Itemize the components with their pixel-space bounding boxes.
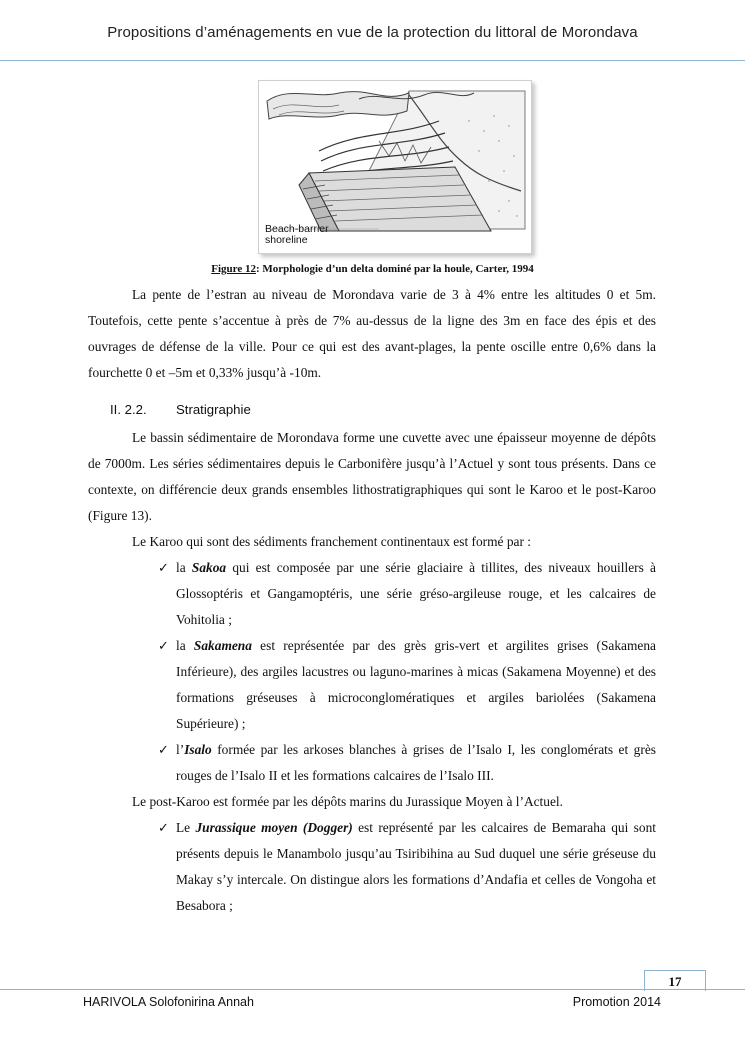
footer-divider [0, 989, 745, 990]
section-number: II. 2.2. [110, 402, 147, 417]
section-heading [110, 402, 251, 417]
paragraph-slope: La pente de l’estran au niveau de Morondava varie de 3 à 4% entre les altitudes 0 et 5m. Toutefois, cette pente s’accentue à près de 7% au-dessus de la ligne des 3m en face des épis et des ouvrages de défense de la ville. Pour ce qui est des avant-plages, la pente oscille entre 0,6% dans la fourchette 0 et –5m et 0,33% jusqu’à -10m. [88, 287, 656, 380]
karoo-intro: Le Karoo qui sont des sédiments franchement continentaux est formé par : [132, 534, 531, 549]
list-item-sakoa: ✓ la Sakoa qui est composée par une série glaciaire à tillites, des niveaux houillers à Glossoptéris et Gangamoptéris, une série gréso-argileuse rouge, et les calcaires de Vohitolia ; [158, 555, 656, 633]
check-icon: ✓ [158, 742, 169, 757]
list-item-isalo: ✓ l’Isalo formée par les arkoses blanches à grises de l’Isalo I, les conglomérats et grès rouges de l’Isalo II et les formations calcaires de l’Isalo III. [158, 737, 656, 789]
check-icon: ✓ [158, 560, 169, 575]
figure-caption-text: : Morphologie d’un delta dominé par la houle, Carter, 1994 [255, 263, 534, 275]
check-icon: ✓ [158, 638, 169, 653]
page-header-title: Propositions d’aménagements en vue de la protection du littoral de Morondava [107, 24, 638, 41]
footer-promotion: Promotion 2014 [572, 995, 661, 1009]
section-title: Stratigraphie [176, 402, 251, 417]
figure-image-label: Beach-barrier shoreline [265, 223, 329, 246]
figure-caption-number: Figure 12 [211, 263, 256, 275]
list-item-sakamena: ✓ la Sakamena est représentée par des grès gris-vert et argilites grises (Sakamena Inférieure), des argiles lacustres ou laguno-marines à micas (Sakamena Moyenne) et des formations gréseuses à microconglomératiques et argiles bariolées (Sakamena Supérieure) ; [158, 633, 656, 737]
check-icon: ✓ [158, 820, 169, 835]
list-item-jurassique: ✓ Le Jurassique moyen (Dogger) est représenté par les calcaires de Bemaraha qui sont présents depuis le Manambolo jusqu’au Tsiribihina au Sud duquel une série gréseuse du Makay s’y intercale. On distingue alors les formations d’Andafia et celles de Vongoha et Besabora ; [158, 815, 656, 919]
header-divider [0, 60, 745, 61]
postkaroo-intro: Le post-Karoo est formée par les dépôts marins du Jurassique Moyen à l’Actuel. [132, 794, 563, 809]
page-number: 17 [644, 970, 706, 991]
footer-author: HARIVOLA Solofonirina Annah [83, 995, 254, 1009]
figure-caption [0, 263, 745, 275]
paragraph-basin: Le bassin sédimentaire de Morondava forme une cuvette avec une épaisseur moyenne de dépôts de 7000m. Les séries sédimentaires depuis le Carbonifère jusqu’à l’Actuel y sont tous présents. Dans ce contexte, on différencie deux grands ensembles lithostratigraphiques qui sont le Karoo et le post-Karoo (Figure 13). [88, 430, 656, 523]
